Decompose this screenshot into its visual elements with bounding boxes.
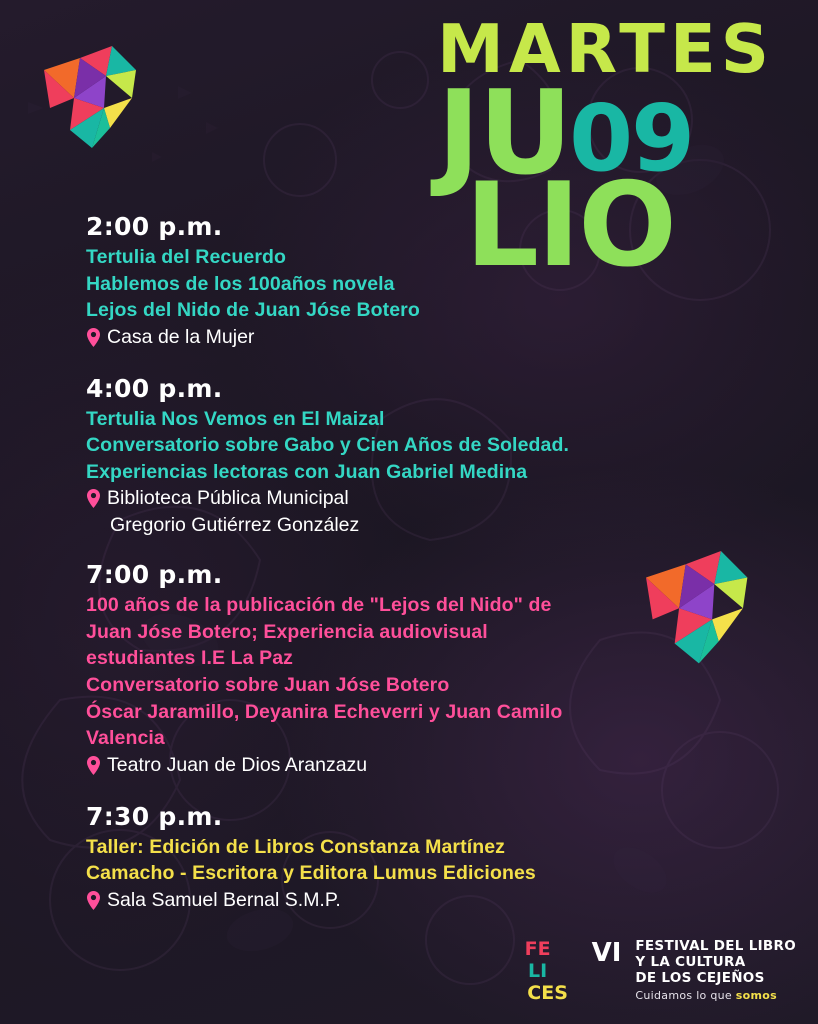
entry-line: Conversatorio sobre Gabo y Cien Años de Soledad.	[86, 434, 570, 457]
schedule-entry	[86, 802, 646, 915]
location-pin-icon	[86, 891, 101, 915]
felices-wordmark	[518, 938, 578, 1004]
location-pin-icon	[86, 328, 101, 352]
entry-line: Valencia	[86, 727, 165, 750]
edition-number: VI	[591, 938, 622, 968]
entry-venue	[86, 486, 646, 513]
entry-line: Experiencias lectoras con Juan Gabriel Medina	[86, 460, 528, 483]
entry-time: 2:00 p.m.	[86, 212, 223, 241]
entry-line: Conversatorio sobre Juan Jóse Botero	[86, 673, 450, 696]
schedule-list	[86, 212, 646, 937]
month-part-bottom: LIO	[465, 157, 675, 293]
month-part-top: JU	[437, 65, 571, 201]
festival-tagline	[635, 990, 796, 1003]
entry-time: 7:30 p.m.	[86, 801, 223, 831]
entry-line: Lejos del Nido de Juan Jóse Botero	[86, 299, 420, 322]
location-pin-icon	[86, 756, 101, 780]
festival-title-line3: DE LOS CEJEÑOS	[635, 969, 765, 986]
day-number: 09	[569, 84, 694, 192]
schedule-entry	[86, 560, 646, 779]
schedule-entry	[86, 212, 646, 352]
entry-line: Hablemos de los 100años novela	[86, 272, 395, 295]
entry-line: Óscar Jaramillo, Deyanira Echeverri y Juan Camilo	[86, 700, 563, 723]
entry-venue-text: Sala Samuel Bernal S.M.P.	[107, 888, 341, 911]
entry-line: estudiantes I.E La Paz	[86, 647, 294, 670]
entry-venue	[86, 888, 646, 915]
entry-venue	[86, 325, 646, 352]
entry-venue-text: Biblioteca Pública Municipal	[107, 487, 349, 510]
wordmark-ces: CES	[527, 982, 568, 1004]
entry-line: Tertulia Nos Vemos en El Maizal	[86, 407, 385, 430]
wordmark-fe: FE	[524, 938, 551, 960]
festival-title	[635, 939, 796, 1003]
entry-venue	[86, 753, 646, 780]
entry-time: 4:00 p.m.	[86, 373, 223, 403]
entry-line: Tertulia del Recuerdo	[86, 246, 287, 268]
weekday-label: MARTES	[437, 10, 774, 88]
origami-bird-logo-middle	[640, 540, 760, 675]
festival-title-line1: FESTIVAL DEL LIBRO	[635, 938, 796, 955]
tagline-prefix: Cuidamos lo que	[635, 988, 736, 1002]
entry-venue-text: Casa de la Mujer	[107, 325, 255, 348]
location-pin-icon	[86, 489, 101, 513]
origami-bird-logo-top	[40, 36, 146, 159]
wordmark-li: LI	[528, 960, 548, 982]
entry-line: Camacho - Escritora y Editora Lumus Ediciones	[86, 862, 536, 885]
tagline-accent: somos	[735, 988, 777, 1002]
festival-logo	[518, 938, 796, 1004]
entry-venue-text: Teatro Juan de Dios Aranzazu	[107, 753, 368, 776]
entry-venue-text-line2: Gregorio Gutiérrez González	[110, 514, 360, 537]
festival-title-line2: Y LA CULTURA	[635, 954, 746, 971]
entry-line: Taller: Edición de Libros Constanza Martínez	[86, 835, 506, 858]
entry-line: 100 años de la publicación de "Lejos del Nido" de	[86, 594, 552, 617]
schedule-entry	[86, 374, 646, 539]
entry-time: 7:00 p.m.	[86, 560, 223, 590]
entry-line: Juan Jóse Botero; Experiencia audiovisual	[86, 620, 488, 643]
